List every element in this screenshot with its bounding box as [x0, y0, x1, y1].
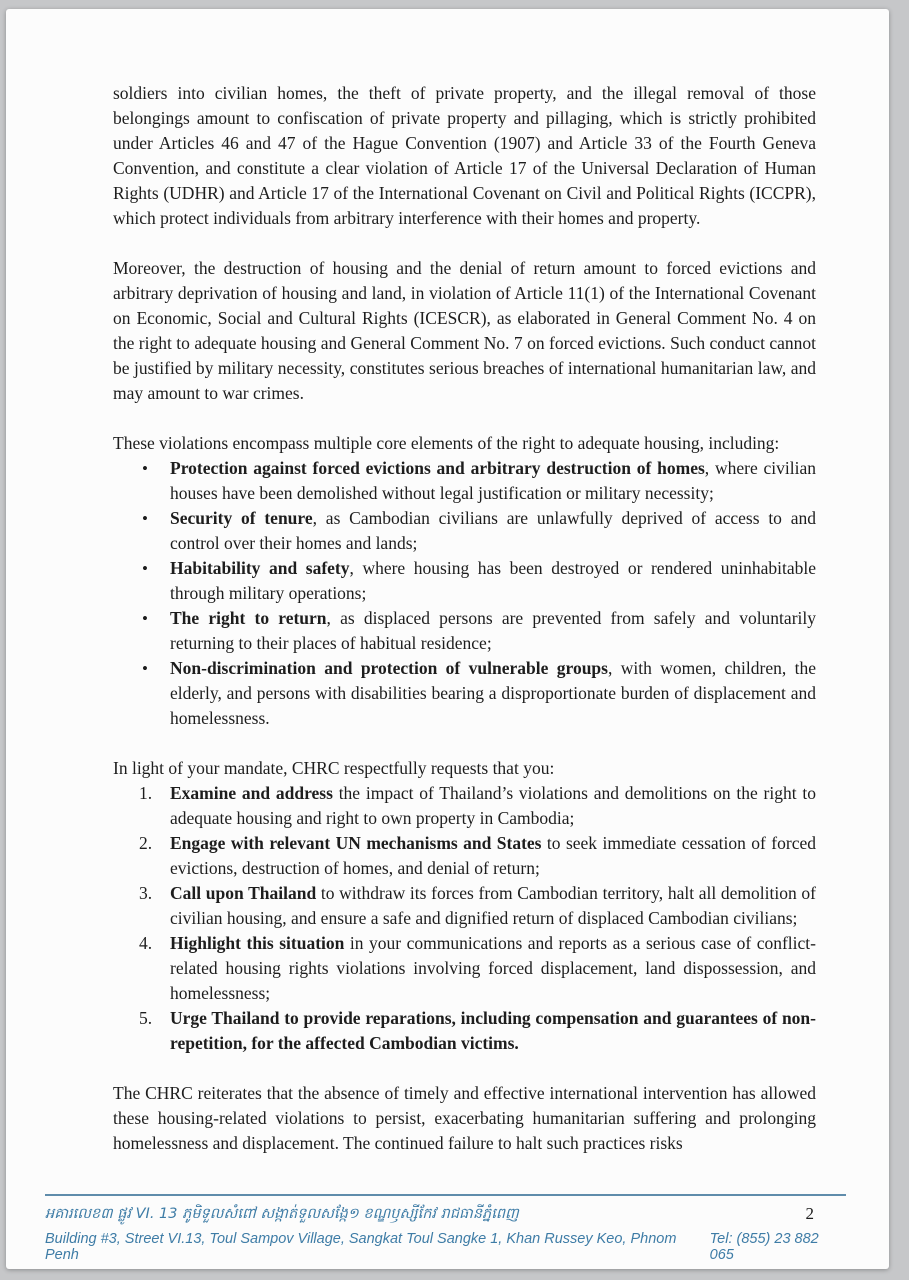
paragraph: The CHRC reiterates that the absence of timely and effective international intervention has allowed these housing-related violations to persist, exacerbating humanitarian suffering and prolonging homelessness and displacement. The continued failure to halt such practices risks: [113, 1083, 816, 1153]
list-item-lead: Call upon Thailand: [170, 883, 317, 903]
numbered-list: [113, 781, 816, 1056]
list-item-lead: Highlight this situation: [170, 933, 345, 953]
list-item-lead: Protection against forced evictions and arbitrary destruction of homes: [170, 458, 705, 478]
list-item: Highlight this situation in your communications and reports as a serious case of conflict-related housing rights violations involving forced displacement, land dispossession, and homelessness;: [170, 933, 816, 1003]
document-page: [6, 9, 889, 1269]
list-item-lead: Examine and address: [170, 783, 333, 803]
paragraph: Moreover, the destruction of housing and the denial of return amount to forced evictions and arbitrary deprivation of housing and land, in violation of Article 11(1) of the International Covenant on Economic, Social and Cultural Rights (ICESCR), as elaborated in General Comment No. 4 on the right to adequate housing and General Comment No. 7 on forced evictions. Such conduct cannot be justified by military necessity, constitutes serious breaches of international humanitarian law, and may amount to war crimes.: [113, 258, 816, 403]
page-number: 2: [805, 1204, 814, 1223]
footer-address-khmer: អគារលេខ៣ ផ្លូវ VI. 13 ភូមិទួលសំពៅ សង្កាត់ទួលសង្កែ១ ខណ្ឌឫស្សីកែវ រាជធានីភ្នំពេញ: [45, 1206, 519, 1222]
footer-telephone: Tel: (855) 23 882 065: [709, 1231, 819, 1263]
list-item: [170, 1006, 816, 1056]
list-item: • Protection against forced evictions and arbitrary destruction of homes, where civilian houses have been demolished without legal justification or military necessity;: [170, 456, 816, 506]
bullet-list: [113, 456, 816, 731]
paragraph: In light of your mandate, CHRC respectfully requests that you:: [113, 758, 555, 778]
footer-divider: [45, 1194, 846, 1196]
list-item: • The right to return, as displaced persons are prevented from safely and voluntarily returning to their places of habitual residence;: [170, 606, 816, 656]
list-item: • Non-discrimination and protection of vulnerable groups, with women, children, the elderly, and persons with disabilities bearing a disproportionate burden of displacement and homelessness.: [170, 656, 816, 731]
list-item-lead: Habitability and safety: [170, 558, 350, 578]
list-item-lead: Urge Thailand to provide reparations, including compensation and guarantees of non-repetition, for the affected Cambodian victims.: [170, 1008, 816, 1053]
page-footer: [45, 1194, 846, 1263]
list-item: • Habitability and safety, where housing has been destroyed or rendered uninhabitable through military operations;: [170, 556, 816, 606]
list-item: Call upon Thailand to withdraw its forces from Cambodian territory, halt all demolition of civilian housing, and ensure a safe and dignified return of displaced Cambodian civilians;: [170, 883, 816, 928]
paragraph: These violations encompass multiple core elements of the right to adequate housing, including:: [113, 433, 780, 453]
list-item: • Security of tenure, as Cambodian civilians are unlawfully deprived of access to and control over their homes and lands;: [170, 506, 816, 556]
footer-row-english: [45, 1231, 846, 1263]
paragraph: soldiers into civilian homes, the theft of private property, and the illegal removal of those belongings amount to confiscation of private property and pillaging, which is strictly prohibited under Articles 46 and 47 of the Hague Convention (1907) and Article 33 of the Fourth Geneva Convention, and constitute a clear violation of Article 17 of the Universal Declaration of Human Rights (UDHR) and Article 17 of the International Covenant on Civil and Political Rights (ICCPR), which protect individuals from arbitrary interference with their homes and property.: [113, 83, 816, 228]
list-item: Engage with relevant UN mechanisms and States to seek immediate cessation of forced evictions, destruction of homes, and denial of return;: [170, 833, 816, 878]
footer-row-khmer: [45, 1200, 846, 1228]
list-item-lead: The right to return: [170, 608, 327, 628]
list-item: Examine and address the impact of Thailand’s violations and demolitions on the right to adequate housing and right to own property in Cambodia;: [170, 783, 816, 828]
list-item-lead: Engage with relevant UN mechanisms and States: [170, 833, 542, 853]
list-item-lead: Non-discrimination and protection of vulnerable groups: [170, 658, 608, 678]
list-item-lead: Security of tenure: [170, 508, 313, 528]
document-body: [113, 81, 816, 1156]
footer-address-english: Building #3, Street VI.13, Toul Sampov Village, Sangkat Toul Sangke 1, Khan Russey Keo, Phnom Penh: [45, 1231, 677, 1263]
